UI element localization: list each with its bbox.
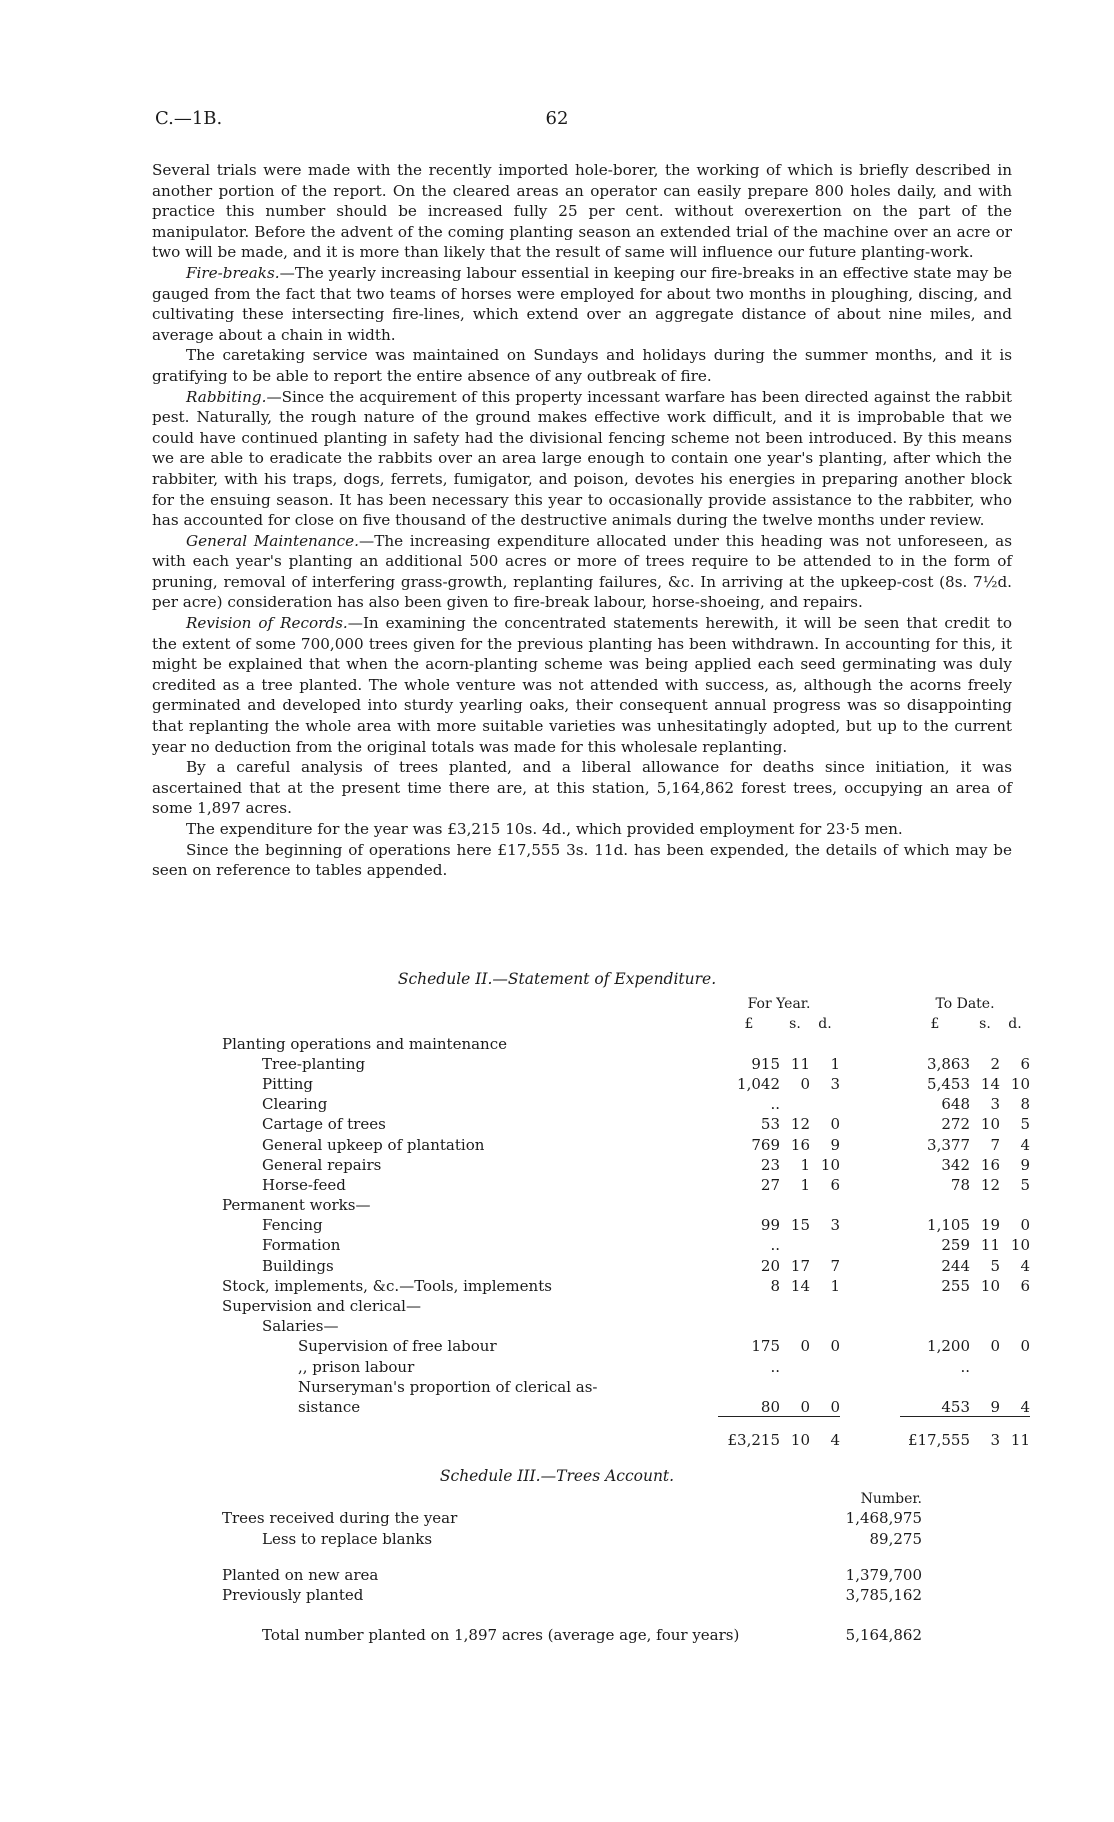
row-label [222, 1396, 718, 1417]
table-row [222, 1154, 1030, 1174]
for-year-value [810, 1032, 840, 1052]
table-row [222, 1315, 1030, 1335]
row-label [222, 1254, 718, 1274]
row-label-text: ,, prison labour [298, 1357, 415, 1376]
table-row [222, 1133, 1030, 1153]
to-date-value [970, 1355, 1000, 1375]
to-date-value [900, 1194, 970, 1214]
to-date-value: 648 [941, 1095, 970, 1114]
table-row [222, 1113, 1030, 1133]
table-row [222, 1214, 1030, 1234]
to-date-value [900, 1032, 970, 1052]
for-year-value: 0 [830, 1337, 840, 1356]
for-year-header: For Year. [747, 996, 811, 1013]
row-value: 3,785,162 [845, 1585, 922, 1604]
to-date-value [1000, 1355, 1030, 1375]
table-row [222, 1507, 922, 1527]
to-date-value: 244 [941, 1256, 970, 1275]
to-date-value: 10 [1010, 1074, 1030, 1093]
row-label-text: Stock, implements, &c.—Tools, implements [222, 1276, 552, 1295]
row-label: Planted on new area [222, 1565, 379, 1584]
for-year-value: 0 [800, 1074, 810, 1093]
total-row [222, 1604, 922, 1644]
row-label-text: Pitting [262, 1074, 314, 1093]
for-year-value: 17 [790, 1256, 810, 1275]
for-year-value [780, 1194, 810, 1214]
for-year-value: 99 [760, 1216, 780, 1235]
to-date-value [1000, 1032, 1030, 1052]
to-date-value: 10 [980, 1115, 1000, 1134]
expenditure-table [222, 992, 1030, 1449]
for-year-value [718, 1295, 780, 1315]
paragraph-heading: Rabbiting. [186, 387, 267, 406]
to-date-value [1000, 1295, 1030, 1315]
row-label-text: Planting operations and maintenance [222, 1034, 507, 1053]
for-year-value: 11 [790, 1054, 810, 1073]
row-label [222, 1113, 718, 1133]
to-date-value: 255 [941, 1276, 970, 1295]
to-date-value: 9 [1020, 1155, 1030, 1174]
for-year-value: 1 [800, 1175, 810, 1194]
row-label [222, 1073, 718, 1093]
for-year-value: 0 [830, 1115, 840, 1134]
table-row [222, 1254, 1030, 1274]
row-label: Trees received during the year [222, 1509, 458, 1528]
for-year-value: 80 [760, 1397, 780, 1416]
for-year-value [718, 1376, 780, 1396]
for-year-value: .. [770, 1095, 780, 1114]
paragraph [152, 160, 1012, 263]
for-year-value [780, 1355, 810, 1375]
to-date-value: 5 [990, 1256, 1000, 1275]
table-header-row [222, 992, 1030, 1012]
unit-shillings: s. [979, 1016, 991, 1033]
row-label-text: Nurseryman's proportion of clerical as- [298, 1377, 598, 1396]
row-label-text: Supervision of free labour [298, 1337, 497, 1356]
for-year-value [810, 1315, 840, 1335]
to-date-value: 5,453 [927, 1074, 970, 1093]
for-year-value: 1 [830, 1054, 840, 1073]
to-date-value: 453 [941, 1397, 970, 1416]
row-label-text: Tree-planting [262, 1054, 366, 1073]
for-year-value: 3 [830, 1216, 840, 1235]
for-year-value: 12 [790, 1115, 810, 1134]
for-year-value [780, 1234, 810, 1254]
for-year-value [718, 1194, 780, 1214]
to-date-value: 259 [941, 1236, 970, 1255]
table-row [222, 1376, 1030, 1396]
row-label [222, 1335, 718, 1355]
to-date-value [970, 1295, 1000, 1315]
row-label [222, 1194, 718, 1214]
paragraph [152, 757, 1012, 819]
row-label-text: Fencing [262, 1216, 323, 1235]
table-header-row [222, 1487, 922, 1507]
table-row [222, 1355, 1030, 1375]
row-label-text: General repairs [262, 1155, 382, 1174]
paragraph-text: The caretaking service was maintained on Sundays and holidays during the summer months, and it is gratifying to be able to report the entire absence of any outbreak of fire. [152, 346, 1012, 385]
to-date-value: 3 [990, 1095, 1000, 1114]
row-label [222, 1315, 718, 1335]
row-label [222, 1275, 718, 1295]
for-year-value [810, 1093, 840, 1113]
to-date-value: 4 [1020, 1135, 1030, 1154]
row-label: Less to replace blanks [262, 1529, 433, 1548]
to-date-value [970, 1194, 1000, 1214]
total-value: 5,164,862 [845, 1625, 922, 1644]
for-year-value: 175 [751, 1337, 780, 1356]
paragraph-text: —The yearly increasing labour essential in keeping our fire-breaks in an effective state may be gauged from the fact that two teams of horses were employed for about two months in ploughing, discing, and cultivating these intersecting fire-lines, which extend over an aggregate distance of about nine miles, and average about a chain in width. [152, 263, 1012, 344]
row-label-text: Horse-feed [262, 1175, 346, 1194]
paragraph-text: —In examining the concentrated statements herewith, it will be seen that credit to the extent of some 700,000 trees given for the previous planting has been withdrawn. In accounting for this, it might be explained that when the acorn-planting scheme was being applied each seed germinating was duly credited as a tree planted. The whole venture was not attended with success, as, although the acorns freely germinated and developed into sturdy yearling oaks, their consequent annual progress was so disappointing that replanting the whole area with more suitable varieties was unhesitatingly adopted, but up to the current year no deduction from the original totals was made for this wholesale replanting. [152, 614, 1012, 756]
for-year-value: 53 [760, 1115, 780, 1134]
body-text [152, 160, 1012, 881]
table-row [222, 1053, 1030, 1073]
paragraph [152, 345, 1012, 386]
to-date-value: 9 [990, 1397, 1000, 1416]
for-year-value: .. [770, 1236, 780, 1255]
for-year-value [718, 1315, 780, 1335]
paragraph-heading: General Maintenance. [186, 531, 359, 550]
for-year-value [780, 1315, 810, 1335]
table-row [222, 1396, 1030, 1417]
paragraph [152, 531, 1012, 613]
table-row [222, 1275, 1030, 1295]
total-for-year: 4 [810, 1416, 840, 1449]
for-year-value: 14 [790, 1276, 810, 1295]
paragraph-text: Since the beginning of operations here £17,555 3s. 11d. has been expended, the details of which may be seen on reference to tables appended. [152, 840, 1012, 880]
for-year-value [780, 1295, 810, 1315]
for-year-value: 7 [830, 1256, 840, 1275]
to-date-value [970, 1315, 1000, 1335]
to-date-value: 12 [980, 1175, 1000, 1194]
table-row [222, 1032, 1030, 1052]
row-label-text: Clearing [262, 1095, 328, 1114]
for-year-value: 8 [770, 1276, 780, 1295]
total-row [222, 1416, 1030, 1449]
table-row [222, 1093, 1030, 1113]
to-date-value: 78 [950, 1175, 970, 1194]
for-year-value [810, 1194, 840, 1214]
trees-account-table [222, 1487, 922, 1644]
paragraph [152, 613, 1012, 757]
for-year-value [810, 1234, 840, 1254]
for-year-value [780, 1376, 810, 1396]
to-date-value: 19 [980, 1216, 1000, 1235]
paragraph-text: By a careful analysis of trees planted, and a liberal allowance for deaths since initiation, it was ascertained that at the present time there are, at this station, 5,164,862 forest trees, occupying an area of some 1,897 acres. [152, 758, 1012, 818]
row-label-text: sistance [298, 1398, 361, 1417]
row-label-text: General upkeep of plantation [262, 1135, 485, 1154]
table-row [222, 1548, 922, 1584]
row-label-text: Permanent works— [222, 1196, 371, 1215]
unit-pounds: £ [744, 1016, 754, 1033]
total-to-date: £17,555 [900, 1416, 970, 1449]
for-year-value: 3 [830, 1074, 840, 1093]
unit-pence: d. [1008, 1016, 1022, 1033]
paragraph-text: The expenditure for the year was £3,215 10s. 4d., which provided employment for 23·5 men. [186, 820, 903, 838]
to-date-value: 342 [941, 1155, 970, 1174]
row-label-text: Salaries— [262, 1317, 339, 1336]
for-year-value: 915 [751, 1054, 780, 1073]
table-row [222, 1234, 1030, 1254]
row-value: 1,379,700 [845, 1565, 922, 1584]
to-date-value [1000, 1376, 1030, 1396]
row-label [222, 1234, 718, 1254]
document-reference: C.—1B. [155, 108, 223, 129]
paragraph [152, 840, 1012, 881]
row-label [222, 1093, 718, 1113]
paragraph [152, 819, 1012, 840]
paragraph-text: Several trials were made with the recently imported hole-borer, the working of which is briefly described in another portion of the report. On the cleared areas an operator can easily prepare 800 holes daily, and with practice this number should be increased fully 25 per cent. without overexertion on the part of the manipulator. Before the advent of the coming planting season an extended trial of the machine over an acre or two will be made, and it is more than likely that the result of same will influence our future planting-work. [152, 161, 1012, 262]
for-year-value [810, 1295, 840, 1315]
to-date-value: 11 [980, 1236, 1000, 1255]
row-value: 1,468,975 [845, 1509, 922, 1528]
to-date-value: 0 [1020, 1337, 1030, 1356]
for-year-value: 769 [751, 1135, 780, 1154]
for-year-value: 27 [760, 1175, 780, 1194]
to-date-value: 6 [1020, 1054, 1030, 1073]
to-date-value: 0 [990, 1337, 1000, 1356]
table-row [222, 1584, 922, 1604]
unit-shillings: s. [789, 1016, 801, 1033]
to-date-value [1000, 1194, 1030, 1214]
row-label [222, 1295, 718, 1315]
paragraph-text: —Since the acquirement of this property incessant warfare has been directed against the rabbit pest. Naturally, the rough nature of the ground makes effective work difficult, and it is improbable that we could have continued planting in safety had the divisional fencing scheme not been introduced. By this means we are able to eradicate the rabbits over an area large enough to contain one year's planting, after which the rabbiter, with his traps, dogs, ferrets, fumigator, and poison, devotes his energies in preparing another block for the ensuing season. It has been necessary this year to occasionally provide assistance to the rabbiter, who has accounted for close on five thousand of the destructive animals during the twelve months under review. [152, 387, 1012, 530]
total-to-date: 11 [1000, 1416, 1030, 1449]
to-date-value [900, 1376, 970, 1396]
to-date-value: 8 [1020, 1095, 1030, 1114]
paragraph-heading: Revision of Records. [186, 614, 348, 633]
to-date-value [970, 1032, 1000, 1052]
schedule-3-title: Schedule III.—Trees Account. [439, 1467, 675, 1485]
to-date-value: 0 [1020, 1216, 1030, 1235]
to-date-value: 5 [1020, 1175, 1030, 1194]
to-date-value: 1,200 [927, 1337, 970, 1356]
page-header [155, 108, 959, 134]
for-year-value: 9 [830, 1135, 840, 1154]
row-label-text: Cartage of trees [262, 1115, 386, 1134]
to-date-value [900, 1315, 970, 1335]
row-label [222, 1376, 718, 1396]
for-year-value: 15 [790, 1216, 810, 1235]
to-date-value: 10 [980, 1276, 1000, 1295]
for-year-value: 1 [800, 1155, 810, 1174]
for-year-value: 1 [830, 1276, 840, 1295]
table-row [222, 1295, 1030, 1315]
row-value: 89,275 [869, 1529, 922, 1548]
total-for-year: 10 [780, 1416, 810, 1449]
to-date-value: .. [960, 1357, 970, 1376]
for-year-value: 0 [800, 1397, 810, 1416]
for-year-value [718, 1032, 780, 1052]
for-year-value: 10 [820, 1155, 840, 1174]
row-label: Previously planted [222, 1585, 364, 1604]
for-year-value: 20 [760, 1256, 780, 1275]
paragraph [152, 263, 1012, 345]
to-date-value: 4 [1020, 1256, 1030, 1275]
for-year-value [780, 1032, 810, 1052]
for-year-value [810, 1376, 840, 1396]
to-date-value: 10 [1010, 1236, 1030, 1255]
row-label-text: Buildings [262, 1256, 334, 1275]
to-date-value: 4 [1020, 1397, 1030, 1416]
unit-pence: d. [818, 1016, 832, 1033]
row-label [222, 1053, 718, 1073]
to-date-header: To Date. [935, 996, 995, 1013]
row-label [222, 1174, 718, 1194]
page-number: 62 [545, 108, 569, 129]
to-date-value [970, 1376, 1000, 1396]
total-to-date: 3 [970, 1416, 1000, 1449]
for-year-value: 0 [830, 1397, 840, 1416]
table-row [222, 1174, 1030, 1194]
total-for-year: £3,215 [718, 1416, 780, 1449]
for-year-value: 16 [790, 1135, 810, 1154]
row-label-text: Supervision and clerical— [222, 1297, 421, 1315]
table-row [222, 1194, 1030, 1214]
to-date-value: 16 [980, 1155, 1000, 1174]
total-label: Total number planted on 1,897 acres (average age, four years) [262, 1625, 740, 1644]
table-row [222, 1527, 922, 1547]
to-date-value: 3,377 [927, 1135, 970, 1154]
to-date-value: 14 [980, 1074, 1000, 1093]
to-date-value: 7 [990, 1135, 1000, 1154]
to-date-value: 272 [941, 1115, 970, 1134]
row-label [222, 1133, 718, 1153]
row-label-text: Formation [262, 1236, 341, 1255]
to-date-value: 5 [1020, 1115, 1030, 1134]
for-year-value [810, 1355, 840, 1375]
to-date-value [1000, 1315, 1030, 1335]
unit-pounds: £ [930, 1016, 940, 1033]
table-row [222, 1335, 1030, 1355]
number-header: Number. [860, 1491, 922, 1508]
paragraph [152, 387, 1012, 531]
for-year-value: .. [770, 1357, 780, 1376]
to-date-value: 2 [990, 1054, 1000, 1073]
to-date-value: 1,105 [927, 1216, 970, 1235]
for-year-value: 23 [760, 1155, 780, 1174]
row-label [222, 1032, 718, 1052]
for-year-value [780, 1093, 810, 1113]
for-year-value: 0 [800, 1337, 810, 1356]
to-date-value [900, 1295, 970, 1315]
table-row [222, 1073, 1030, 1093]
row-label [222, 1154, 718, 1174]
row-label [222, 1355, 718, 1375]
schedule-2-title: Schedule II.—Statement of Expenditure. [397, 970, 717, 988]
to-date-value: 6 [1020, 1276, 1030, 1295]
paragraph-text: —The increasing expenditure allocated under this heading was not unforeseen, as with each year's planting an additional 500 acres or more of trees require to be attended to in the form of pruning, removal of interfering grass-growth, replanting failures, &c. In arriving at the upkeep-cost (8s. 7½d. per acre) consideration has also been given to fire-break labour, horse-shoeing, and repairs. [152, 531, 1012, 612]
for-year-value: 1,042 [737, 1074, 780, 1093]
to-date-value: 3,863 [927, 1054, 970, 1073]
paragraph-heading: Fire-breaks. [186, 263, 280, 282]
for-year-value: 6 [830, 1175, 840, 1194]
row-label [222, 1214, 718, 1234]
